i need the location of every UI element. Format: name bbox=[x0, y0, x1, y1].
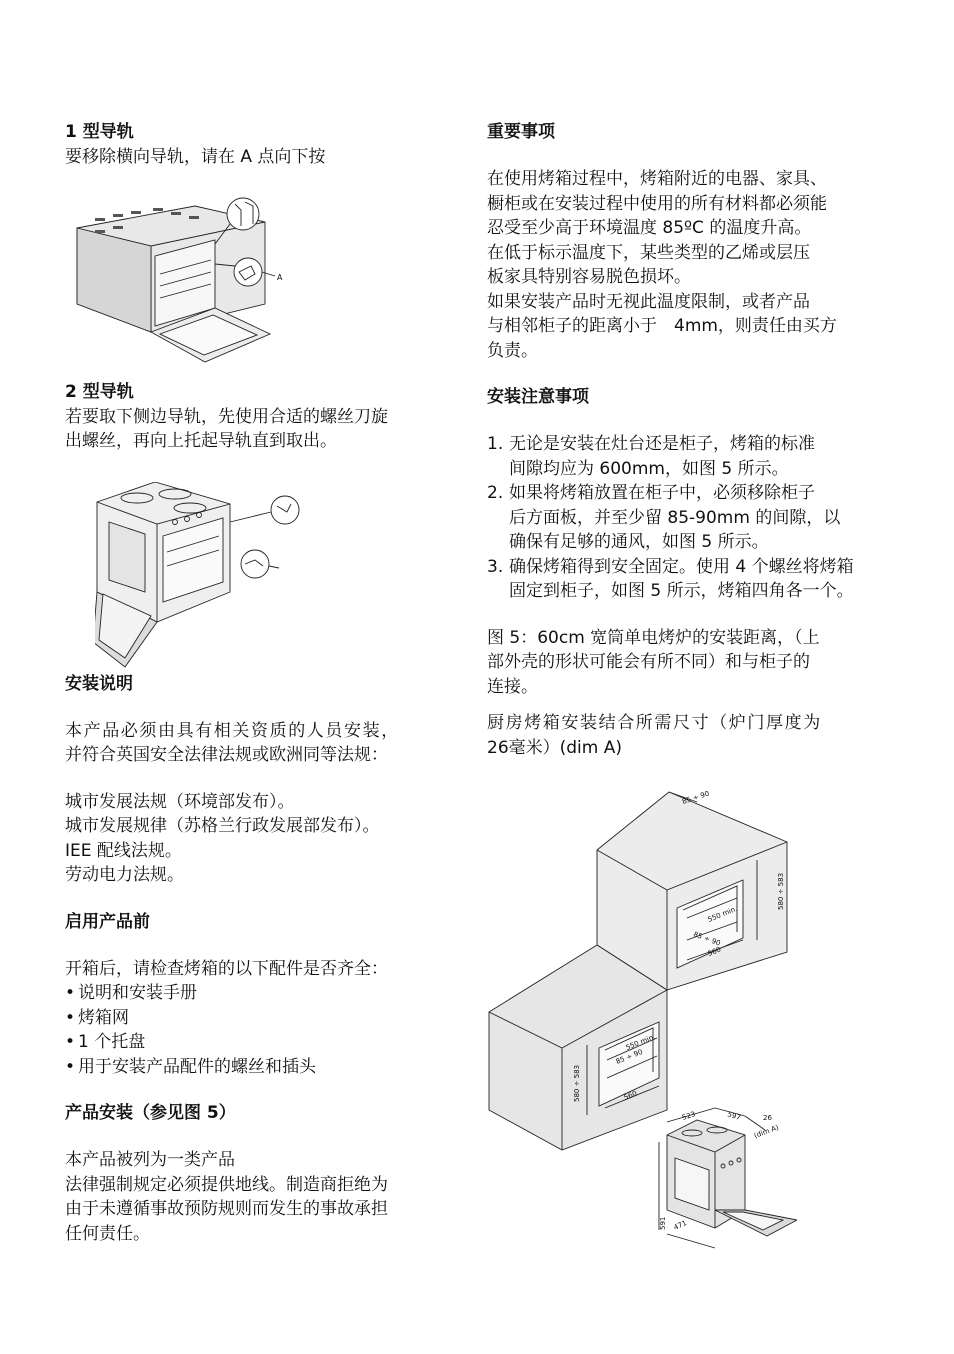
rail-type2-title: 2 型导轨 bbox=[65, 381, 134, 402]
regulation-2: 城市发展规律（苏格兰行政发展部发布）。 bbox=[65, 816, 380, 836]
left-column bbox=[65, 120, 475, 1246]
dim-oven-height: 591 bbox=[659, 1216, 667, 1230]
list-item: 2. 如果将烤箱放置在柜子中，必须移除柜子 后方面板，并至少留 85-90mm 的间隙，以 确保有足够的通风，如图 5 所示。 bbox=[487, 483, 841, 552]
dim-upper-width: 560 bbox=[706, 945, 723, 958]
dim-upper-gap: 85 ÷ 90 bbox=[692, 930, 722, 948]
dim-upper-min: 550 min. bbox=[706, 904, 739, 924]
rail-type2-figure bbox=[95, 482, 300, 668]
figure-label-a: A bbox=[277, 272, 283, 282]
dim-top-gap: 85 ÷ 90 bbox=[681, 790, 711, 806]
list-item: 3. 确保烤箱得到安全固定。使用 4 个螺丝将烤箱 固定到柜子，如图 5 所示，烤箱四角各一个。 bbox=[487, 556, 854, 601]
important-line-6: 如果安装产品时无视此温度限制，或者产品 bbox=[487, 291, 810, 312]
dim-a: (dim A) bbox=[752, 1123, 780, 1140]
product-install-title: 产品安装（参见图 5） bbox=[65, 1103, 236, 1123]
install-notes-line-1: 本产品必须由具有相关资质的人员安装， bbox=[65, 720, 400, 741]
list-item: • 说明和安装手册 bbox=[65, 983, 197, 1003]
dim-oven-depth: 523 bbox=[681, 1110, 697, 1122]
before-use-title: 启用产品前 bbox=[65, 911, 150, 932]
installation-diagram bbox=[487, 790, 797, 1260]
important-line-2: 橱柜或在安装过程中使用的所有材料都必须能 bbox=[487, 193, 827, 214]
dim-lower-min: 550 min. bbox=[624, 1032, 657, 1052]
dim-upper-height: 580 ÷ 583 bbox=[777, 872, 785, 910]
important-line-1: 在使用烤箱过程中，烤箱附近的电器、家具、 bbox=[487, 169, 827, 189]
dim-lower-gap: 85 ÷ 90 bbox=[614, 1047, 644, 1066]
product-install-line-2: 法律强制规定必须提供地线。制造商拒绝为 bbox=[65, 1174, 388, 1195]
regulation-3: IEE 配线法规。 bbox=[65, 840, 182, 861]
figure5-caption-line-1: 图 5：60cm 宽筒单电烤炉的安装距离，（上 bbox=[487, 627, 820, 648]
before-use-intro: 开箱后，请检查烤箱的以下配件是否齐全： bbox=[65, 958, 388, 979]
important-title: 重要事项 bbox=[487, 122, 555, 142]
right-column bbox=[487, 120, 892, 760]
dim-door: 26 bbox=[763, 1114, 772, 1122]
rail-type2-line-2: 出螺丝，再向上托起导轨直到取出。 bbox=[65, 431, 337, 451]
product-install-line-1: 本产品被列为一类产品 bbox=[65, 1150, 235, 1170]
important-line-7: 与相邻柜子的距离小于 4mm，则责任由买方 bbox=[487, 316, 837, 336]
dim-door-open: 471 bbox=[672, 1218, 688, 1232]
product-install-line-3: 由于未遵循事故预防规则而发生的事故承担 bbox=[65, 1199, 388, 1219]
important-line-3: 忍受至少高于环境温度 85ºC 的温度升高。 bbox=[487, 218, 812, 238]
accessory-list bbox=[65, 981, 475, 1079]
rail-type1-figure bbox=[65, 184, 295, 370]
rail-type1-title: 1 型导轨 bbox=[65, 122, 134, 142]
dim-lower-width: 560 bbox=[622, 1089, 639, 1102]
list-item: • 用于安装产品配件的螺丝和插头 bbox=[65, 1056, 316, 1077]
dim-lower-height: 580 ÷ 583 bbox=[573, 1064, 581, 1102]
list-item: 1. 无论是安装在灶台还是柜子，烤箱的标准 间隙均应为 600mm，如图 5 所示。 bbox=[487, 434, 815, 479]
install-caution-title: 安装注意事项 bbox=[487, 387, 589, 407]
list-item: • 1 个托盘 bbox=[65, 1032, 146, 1052]
product-install-line-4: 任何责任。 bbox=[65, 1223, 150, 1244]
rail-type2-line-1: 若要取下侧边导轨，先使用合适的螺丝刀旋 bbox=[65, 406, 388, 427]
dim-oven-width: 597 bbox=[726, 1110, 742, 1123]
install-notes-line-2: 并符合英国安全法律法规或欧洲同等法规： bbox=[65, 745, 388, 765]
important-line-5: 板家具特别容易脱色损坏。 bbox=[487, 267, 691, 287]
regulation-1: 城市发展法规（环境部发布）。 bbox=[65, 791, 295, 812]
important-line-4: 在低于标示温度下，某些类型的乙烯或层压 bbox=[487, 242, 810, 263]
dims-caption-line-1: 厨房烤箱安装结合所需尺寸（炉门厚度为 bbox=[487, 713, 822, 733]
install-caution-list bbox=[487, 432, 892, 604]
rail-type1-text: 要移除横向导轨，请在 A 点向下按 bbox=[65, 147, 326, 167]
list-item: • 烤箱网 bbox=[65, 1007, 129, 1028]
figure5-caption-line-2: 部外壳的形状可能会有所不同）和与柜子的 bbox=[487, 652, 810, 672]
important-line-8: 负责。 bbox=[487, 340, 538, 361]
figure5-caption-line-3: 连接。 bbox=[487, 676, 538, 697]
install-notes-title: 安装说明 bbox=[65, 673, 133, 694]
regulation-4: 劳动电力法规。 bbox=[65, 865, 184, 885]
dims-caption-line-2: 26毫米）(dim A) bbox=[487, 737, 623, 758]
